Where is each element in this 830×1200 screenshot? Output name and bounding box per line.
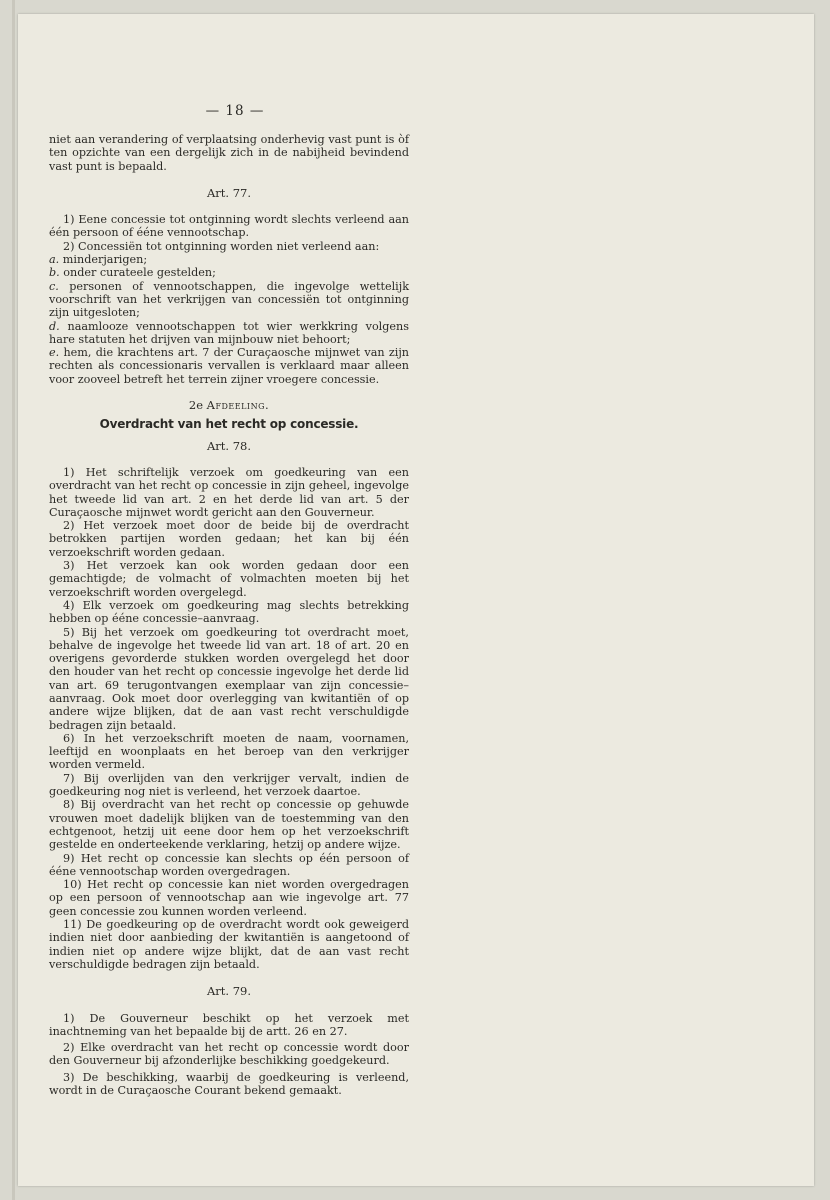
item-text: minderjarigen; [62,253,148,267]
item-letter: c. [49,279,59,293]
item-text: hem, die krachtens art. 7 der Curaçaosche mijnwet van zijn rechten als concessionaris vervallen is verklaard maar alleen voor zooveel betreft het terrein zijner vroegere concessie. [49,346,409,386]
division-number: 2e [188,398,203,413]
item-text: onder curateele gestelden; [63,266,216,280]
item-letter: a. [49,253,60,267]
division-heading [49,399,409,412]
item-text: personen of vennootschappen, die ingevolge wettelijk voorschrift van het verkrijgen van concessiën tot ontginning zijn uitgesloten; [49,279,409,320]
division-label: Afdeeling. [206,398,270,413]
art79-paragraph-2: 2) Elke overdracht van het recht op concessie wordt door den Gouverneur bij afzonderlijke beschikking goedgekeurd. [49,1041,409,1068]
article-heading-77: Art. 77. [206,185,252,200]
text-column [49,133,409,1097]
art79-paragraph-1: 1) De Gouverneur beschikt op het verzoek met inachtneming van het bepaalde bij de artt. 26 en 27. [49,1011,409,1038]
art78-paragraph-2: 2) Het verzoek moet door de beide bij de overdracht betrokken partijen worden gedaan; het kan bij één verzoekschrift worden gedaan. [49,519,409,559]
art78-paragraph-4: 4) Elk verzoek om goedkeuring mag slechts betrekking hebben op ééne concessie–aanvraag. [49,598,409,626]
art78-paragraph-5: 5) Bij het verzoek om goedkeuring tot overdracht moet, behalve de ingevolge het tweede lid van art. 18 of art. 20 en overigens gevorderde stukken worden overgelegd het door den houder van het recht op concessie ingevolge het derde lid van art. 69 terugontvangen exemplaar van zijn concessie–aanvraag. Ook moet door overlegging van kwitantiën of op andere wijze blijken, dat de aan vast recht verschuldigde bedragen zijn betaald. [49,625,409,732]
item-letter: e. [49,346,60,360]
article-heading-79: Art. 79. [206,984,252,999]
item-letter: b. [49,266,60,280]
art78-paragraph-3: 3) Het verzoek kan ook worden gedaan door een gemachtigde; de volmacht of volmachten moeten bij het verzoekschrift worden overgelegd. [49,559,409,599]
art77-item-b [49,266,409,279]
page-number: — 18 — [205,103,265,119]
art78-paragraph-8: 8) Bij overdracht van het recht op concessie op gehuwde vrouwen moet dadelijk blijken van de toestemming van den echtgenoot, hetzij uit eene door hem op het verzoekschrift gestelde en onderteekende verklaring, hetzij op andere wijze. [49,798,409,852]
art78-paragraph-1: 1) Het schriftelijk verzoek om goedkeuring van een overdracht van het recht op concessie in zijn geheel, ingevolge het tweede lid van art. 2 en het derde lid van art. 5 der Curaçaosche mijnwet wordt gericht aan den Gouverneur. [49,465,409,519]
intro-paragraph: niet aan verandering of verplaatsing onderhevig vast punt is òf ten opzichte van een dergelijk zich in de nabijheid bevindend vast punt is bepaald. [49,133,409,173]
art78-paragraph-6: 6) In het verzoekschrift moeten de naam, voornamen, leeftijd en woonplaats en het beroep van den verkrijger worden vermeld. [49,731,409,772]
art77-paragraph-1: 1) Eene concessie tot ontginning wordt slechts verleend aan één persoon of ééne vennootschap. [49,213,409,240]
art78-paragraph-10: 10) Het recht op concessie kan niet worden overgedragen op een persoon of vennootschap aan wie ingevolge art. 77 geen concessie zou kunnen worden verleend. [49,878,409,918]
scan-edge [12,0,15,1200]
art77-item-a [49,253,409,266]
art77-item-c [49,280,409,320]
art78-paragraph-11: 11) De goedkeuring op de overdracht wordt ook geweigerd indien niet door aanbieding der kwitantiën is aangetoond of indien niet op andere wijze blijkt, dat de aan vast recht verschuldigde bedragen zijn betaald. [49,918,409,971]
art79-paragraph-3: 3) De beschikking, waarbij de goedkeuring is verleend, wordt in de Curaçaosche Courant bekend gemaakt. [49,1070,409,1097]
item-text: naamlooze vennootschappen tot wier werkkring volgens hare statuten het drijven van mijnbouw niet behoort; [49,319,409,346]
art77-item-d [49,320,409,347]
art77-item-e [49,346,409,386]
article-heading-78: Art. 78. [206,438,252,453]
section-title: Overdracht van het recht op concessie. [99,417,359,432]
art78-paragraph-7: 7) Bij overlijden van den verkrijger vervalt, indien de goedkeuring nog niet is verleend, het verzoek daartoe. [49,771,409,799]
art78-paragraph-9: 9) Het recht op concessie kan slechts op één persoon of ééne vennootschap worden overgedragen. [49,851,409,878]
item-letter: d. [49,319,60,333]
art77-paragraph-2: 2) Concessiën tot ontginning worden niet verleend aan: [63,239,380,253]
